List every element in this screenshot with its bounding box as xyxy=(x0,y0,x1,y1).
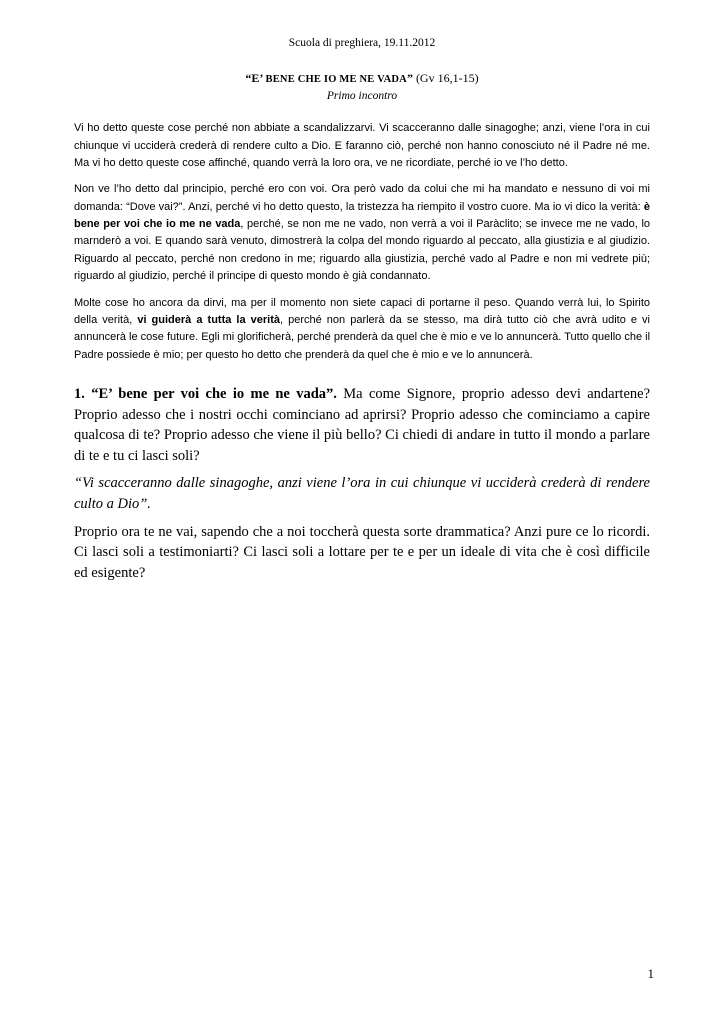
commentary-paragraph: 1. “E’ bene per voi che io me ne vada”. Ma come Signore, proprio adesso devi andartene? Proprio adesso che i nostri occhi cominciano ad aprirsi? Proprio adesso che cominciamo a capire qualcosa di te? Proprio adesso che viene il più bello? Ci chiedi di andare in tutto il mondo a parlare di te e tu ci lasci soli? xyxy=(74,386,650,464)
title-quote-close: ” xyxy=(406,70,413,85)
school-line: Scuola di preghiera, 19.11.2012 xyxy=(288,37,436,49)
title-reference: (Gv 16,1-15) xyxy=(412,70,479,85)
commentary-paragraph: Proprio ora te ne vai, sapendo che a noi toccherà questa sorte drammatica? Anzi pure ce lo ricordi. Ci lasci soli a testimoniarti? Ci lasci soli a lottare per te e per un ideale di vita che è così difficile ed esigente? xyxy=(74,523,650,581)
title-smallcaps: BENE CHE IO ME NE VADA xyxy=(265,73,407,85)
document-title xyxy=(74,70,650,87)
scripture-section xyxy=(74,120,650,364)
commentary-paragraph: “Vi scacceranno dalle sinagoghe, anzi viene l’ora in cui chiunque vi ucciderà crederà di rendere culto a Dio”. xyxy=(74,475,650,512)
scripture-paragraph: Molte cose ho ancora da dirvi, ma per il momento non siete capaci di portarne il peso. Quando verrà lui, lo Spirito della verità, vi guiderà a tutta la verità, perché non parlerà da se stesso, ma dirà tutto ciò che avrà udito e vi annuncerà le cose future. Egli mi glorificherà, perché prenderà da quel che è mio e ve lo annuncerà. Tutto quello che il Padre possiede è mio; per questo ho detto che prenderà da quel che è mio e ve lo annuncerà. xyxy=(74,296,651,361)
page-content xyxy=(74,36,650,583)
page-number: 1 xyxy=(647,966,654,981)
scripture-paragraph: Vi ho detto queste cose perché non abbiate a scandalizzarvi. Vi scacceranno dalle sinagoghe; anzi, viene l’ora in cui chiunque vi ucciderà crederà di rendere culto a Dio. E faranno ciò, perché non hanno conosciuto né il Padre né me. Ma vi ho detto queste cose affinché, quando verrà la loro ora, ve ne ricordiate, perché io ve l’ho detto. xyxy=(74,122,650,169)
scripture-paragraph: Non ve l’ho detto dal principio, perché ero con voi. Ora però vado da colui che mi ha mandato e nessuno di voi mi domanda: “Dove vai?”. Anzi, perché vi ho detto questo, la tristezza ha riempito il vostro cuore. Ma io vi dico la verità: è bene per voi che io me ne vada, perché, se non me ne vado, non verrà a voi il Paràclito; se invece me ne vado, lo marnderò a voi. E quando sarà venuto, dimostrerà la colpa del mondo riguardo al peccato, alla giustizia e al giudizio. Riguardo al peccato, perché non credono in me; riguardo alla giustizia, perché vado al Padre e non mi vedrete più; riguardo al giudizio, perché il principe di questo mondo è già condannato. xyxy=(74,183,651,283)
commentary-section xyxy=(74,384,650,583)
document-subtitle: Primo incontro xyxy=(326,89,398,102)
document-header xyxy=(74,36,650,104)
title-quote-open: “E’ xyxy=(245,70,266,85)
